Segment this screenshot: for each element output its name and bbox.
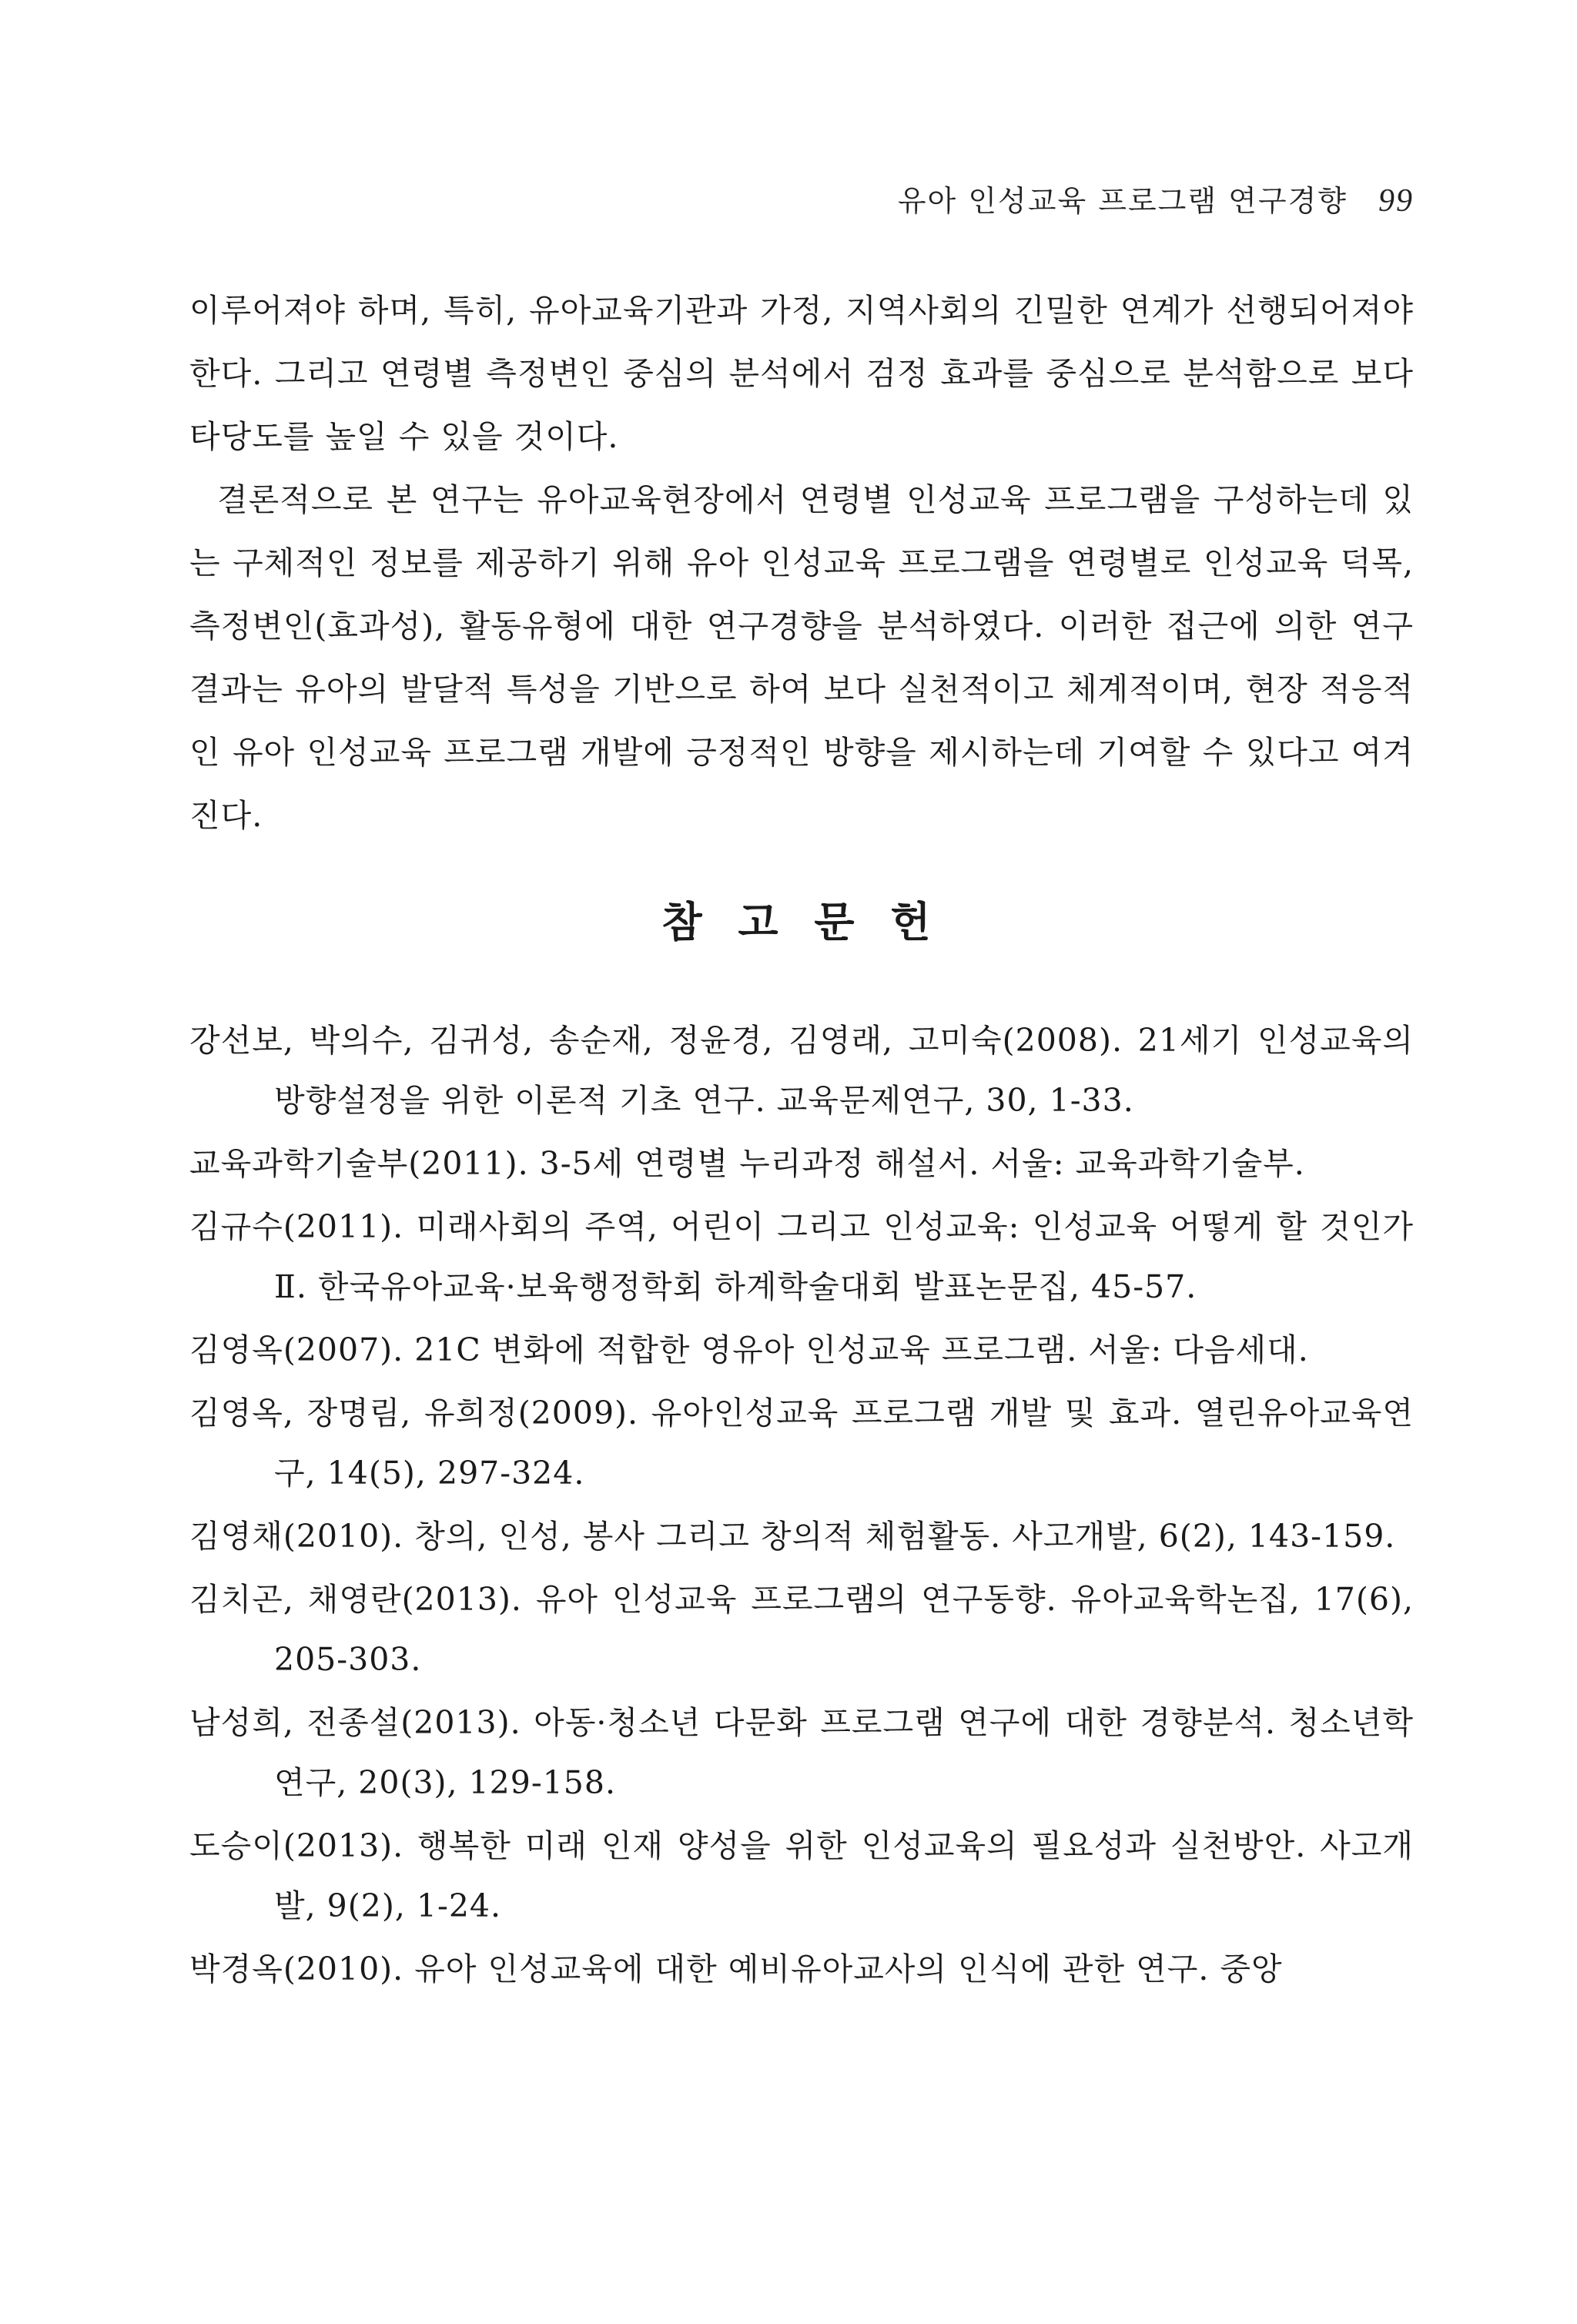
running-head-title: 유아 인성교육 프로그램 연구경향 [897, 184, 1348, 218]
reference-item: 박경옥(2010). 유아 인성교육에 대한 예비유아교사의 인식에 관한 연구. 중앙 [189, 1951, 1283, 1987]
running-head [898, 177, 1414, 219]
reference-list [189, 1010, 1414, 2002]
reference-item: 김영옥(2007). 21C 변화에 적합한 영유아 인성교육 프로그램. 서울: 다음세대. [189, 1331, 1309, 1368]
reference-item: 도승이(2013). 행복한 미래 인재 양성을 위한 인성교육의 필요성과 실천방안. 사고개발, 9(2), 1-24. [189, 1827, 1414, 1924]
reference-item: 남성희, 전종설(2013). 아동·청소년 다문화 프로그램 연구에 대한 경향분석. 청소년학연구, 20(3), 129-158. [189, 1704, 1414, 1801]
reference-item: 김규수(2011). 미래사회의 주역, 어린이 그리고 인성교육: 인성교육 어떻게 할 것인가 Ⅱ. 한국유아교육·보육행정학회 하계학술대회 발표논문집, 45-57. [189, 1208, 1414, 1305]
reference-item: 김영채(2010). 창의, 인성, 봉사 그리고 창의적 체험활동. 사고개발, 6(2), 143-159. [189, 1518, 1396, 1555]
reference-item: 김치곤, 채영란(2013). 유아 인성교육 프로그램의 연구동향. 유아교육학논집, 17(6), 205-303. [189, 1581, 1414, 1678]
reference-item: 교육과학기술부(2011). 3-5세 연령별 누리과정 해설서. 서울: 교육과학기술부. [189, 1145, 1305, 1182]
body-paragraph: 결론적으로 본 연구는 유아교육현장에서 연령별 인성교육 프로그램을 구성하는데 있는 구체적인 정보를 제공하기 위해 유아 인성교육 프로그램을 연령별로 인성교육 덕목, 측정변인(효과성), 활동유형에 대한 연구경향을 분석하였다. 이러한 접근에 의한 연구결과는 유아의 발달적 특성을 기반으로 하여 보다 실천적이고 체계적이며, 현장 적응적인 유아 인성교육 프로그램 개발에 긍정적인 방향을 제시하는데 기여할 수 있다고 여겨진다. [189, 481, 1414, 834]
reference-item: 김영옥, 장명림, 유희정(2009). 유아인성교육 프로그램 개발 및 효과. 열린유아교육연구, 14(5), 297-324. [189, 1395, 1414, 1492]
page-number: 99 [1378, 183, 1414, 219]
references-heading: 참 고 문 헌 [661, 898, 942, 946]
reference-item: 강선보, 박의수, 김귀성, 송순재, 정윤경, 김영래, 고미숙(2008). 21세기 인성교육의 방향설정을 위한 이론적 기초 연구. 교육문제연구, 30, 1-33. [189, 1022, 1414, 1119]
body-paragraph: 이루어져야 하며, 특히, 유아교육기관과 가정, 지역사회의 긴밀한 연계가 선행되어져야 한다. 그리고 연령별 측정변인 중심의 분석에서 검정 효과를 중심으로 분석함으로 보다 타당도를 높일 수 있을 것이다. [189, 292, 1414, 455]
body-text [189, 279, 1414, 847]
